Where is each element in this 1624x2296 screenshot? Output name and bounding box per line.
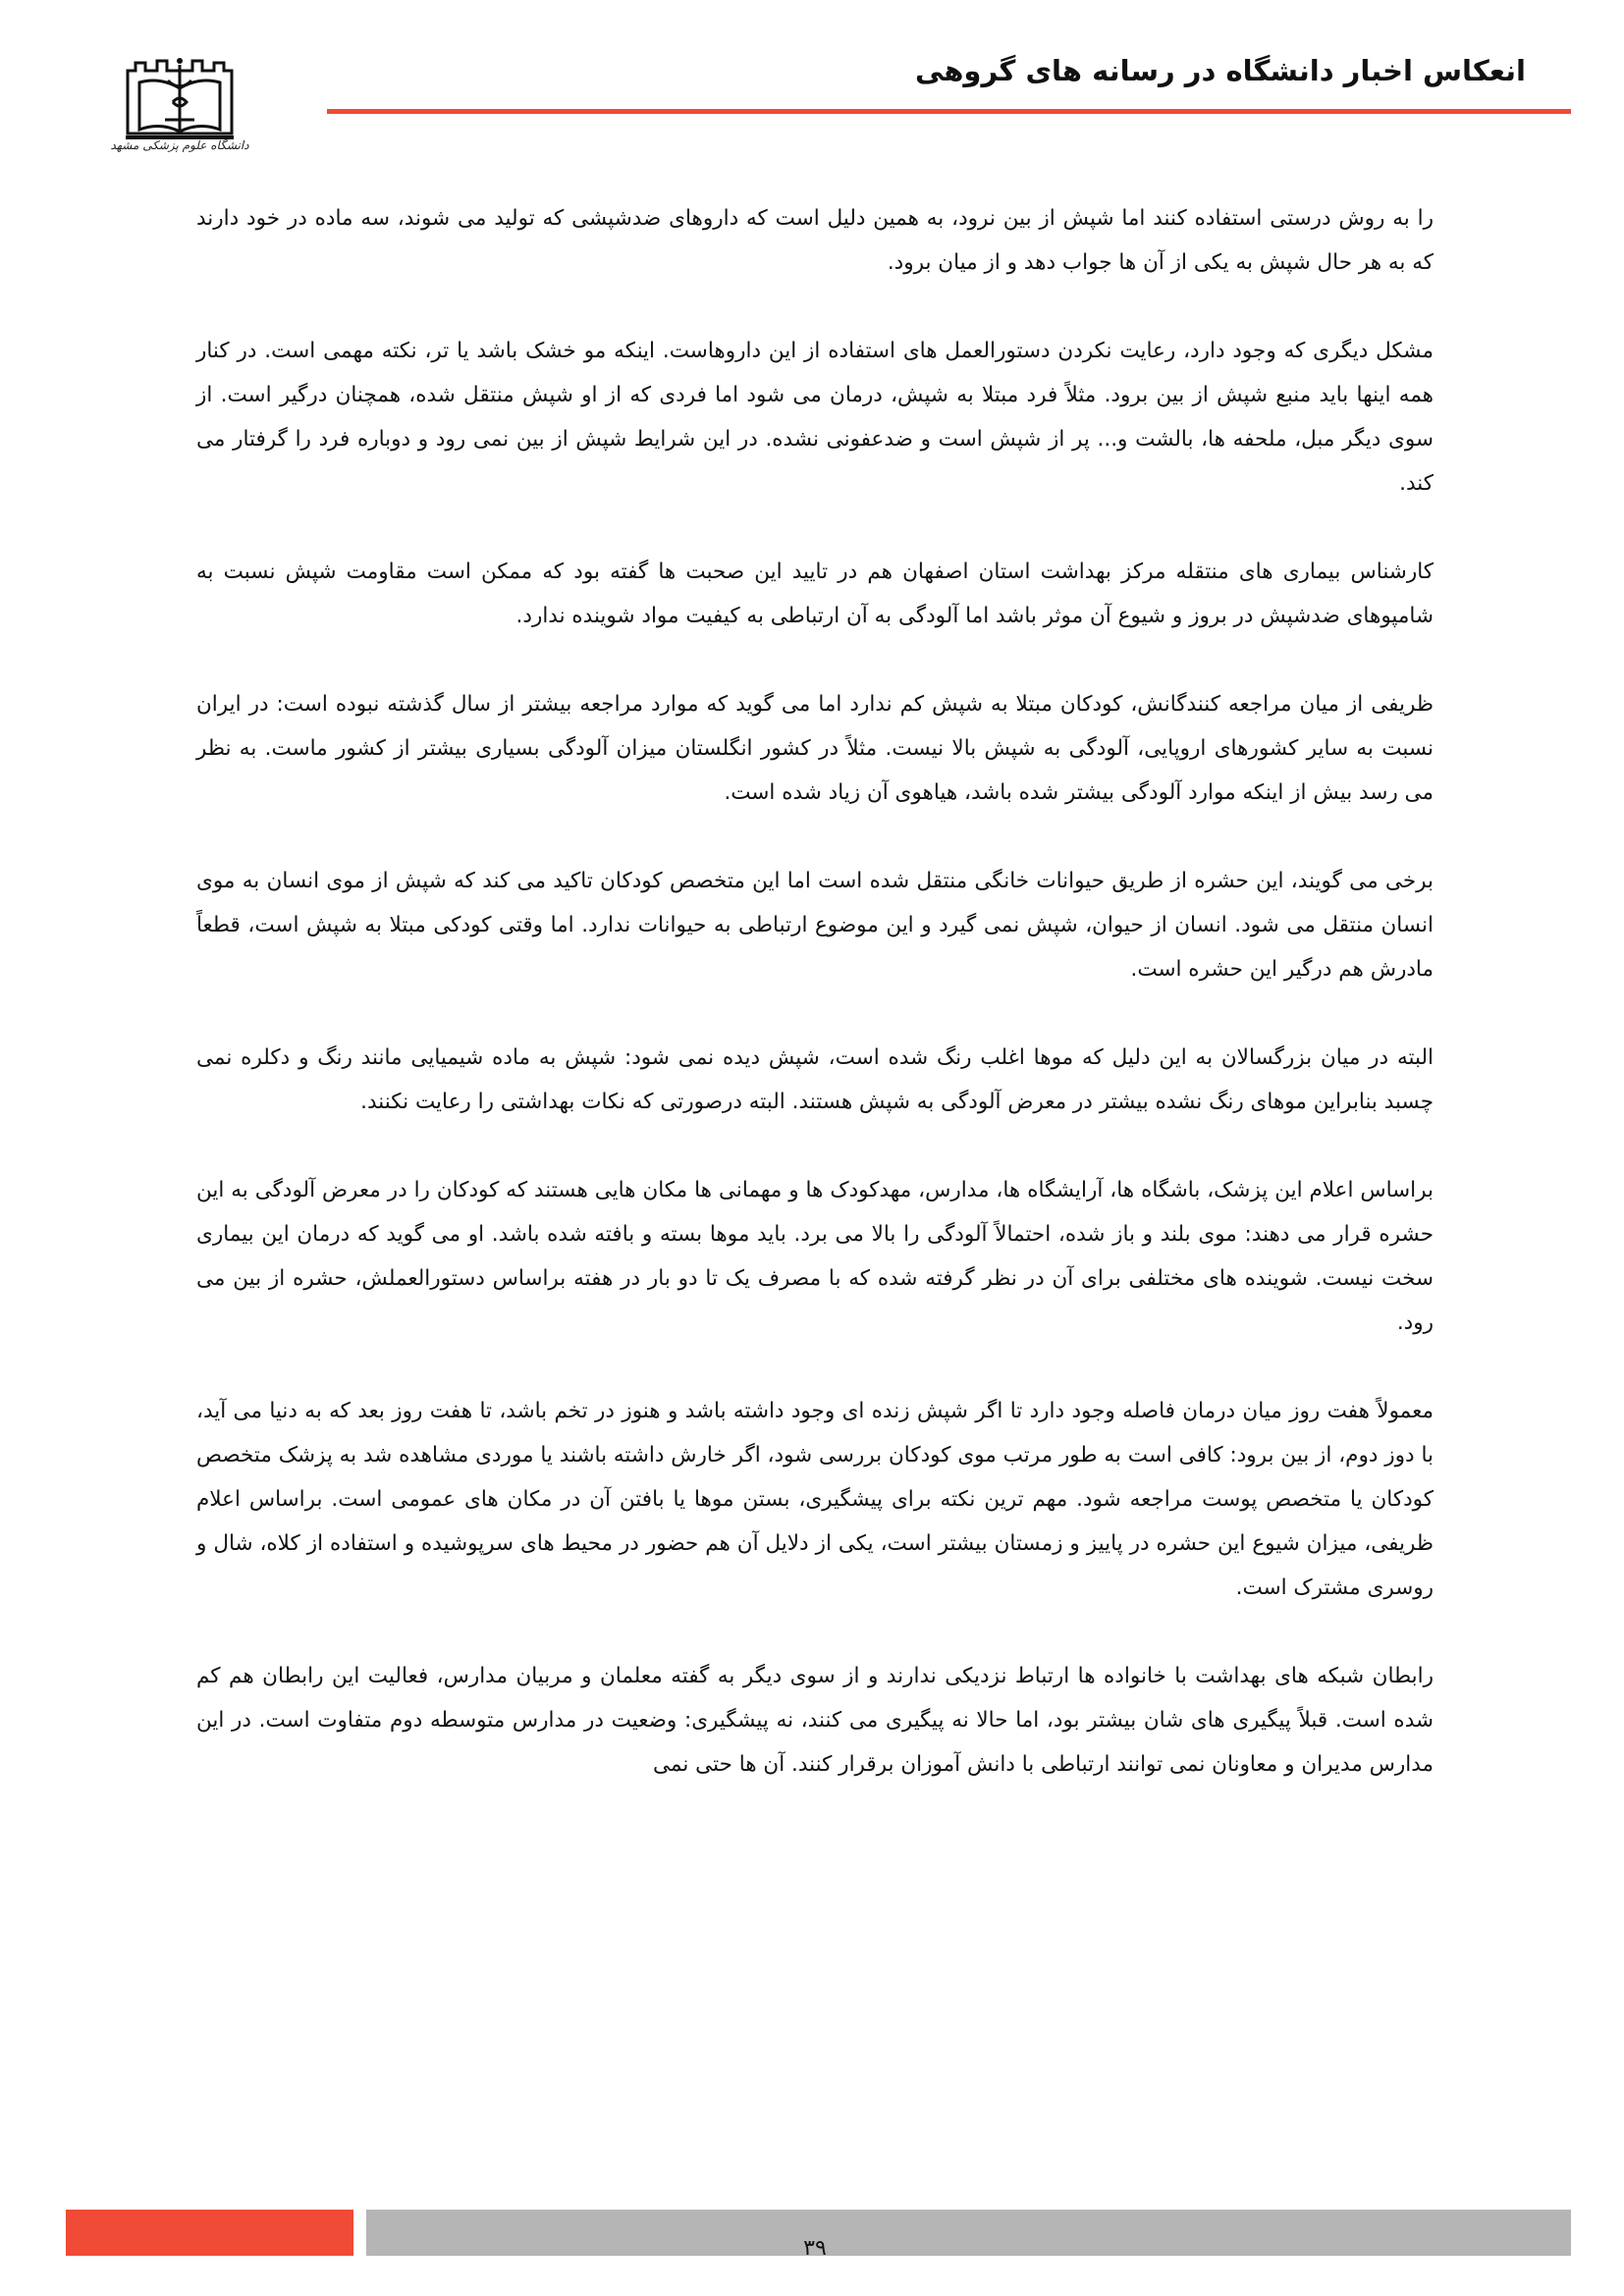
- footer-accent-bar: [66, 2210, 353, 2256]
- page-number: ۳۹: [803, 2236, 827, 2261]
- article-body: [196, 196, 1434, 1787]
- page-header-title: انعکاس اخبار دانشگاه در رسانه های گروهی: [914, 54, 1526, 87]
- paragraph: معمولاً هفت روز میان درمان فاصله وجود دارد تا اگر شپش زنده ای وجود داشته باشد و هنوز در تخم باشد، تا هفت روز بعد که به دنیا می آید، با دوز دوم، از بین برود: کافی است به طور مرتب موی کودکان بررسی شود، اگر خارش داشته باشند یا موردی مشاهده شد به پزشک متخصص کودکان یا متخصص پوست مراجعه شود. مهم ترین نکته برای پیشگیری، بستن موها یا بافتن آن در مکان های عمومی است. براساس اعلام ظریفی، میزان شیوع این حشره در پاییز و زمستان بیشتر است، یکی از دلایل آن هم حضور در محیط های سرپوشیده و استفاده از کلاه، شال و روسری مشترک است.: [196, 1399, 1434, 1600]
- footer-bar: [366, 2210, 1571, 2256]
- paragraph: مشکل دیگری که وجود دارد، رعایت نکردن دستورالعمل های استفاده از این داروهاست. اینکه مو خشک باشد یا تر، نکته مهمی است. در کنار همه اینها باید منبع شپش از بین برود. مثلاً فرد مبتلا به شپش، درمان می شود اما فردی که از او شپش منتقل شده، همچنان درگیر است. از سوی دیگر مبل، ملحفه ها، بالشت و... پر از شپش است و ضدعفونی نشده. در این شرایط شپش از بین نمی رود و دوباره فرد را گرفتار می کند.: [196, 339, 1434, 496]
- paragraph: کارشناس بیماری های منتقله مرکز بهداشت استان اصفهان هم در تایید این صحبت ها گفته بود که ممکن است مقاومت شپش نسبت به شامپوهای ضدشپش در بروز و شیوع آن موثر باشد اما آلودگی به آن ارتباطی به کیفیت مواد شوینده ندارد.: [196, 560, 1434, 628]
- paragraph: براساس اعلام این پزشک، باشگاه ها، آرایشگاه ها، مدارس، مهدکودک ها و مهمانی ها مکان هایی هستند که کودکان را در معرض آلودگی به این حشره قرار می دهند: موی بلند و باز شده، احتمالاً آلودگی را بالا می برد. باید موها بسته و بافته شده باشد. او می گوید که درمان این بیماری سخت نیست. شوینده های مختلفی برای آن در نظر گرفته شده که با مصرف یک تا دو بار در هفته براساس دستورالعملش، حشره از بین می رود.: [196, 1178, 1434, 1335]
- paragraph: برخی می گویند، این حشره از طریق حیوانات خانگی منتقل شده است اما این متخصص کودکان تاکید می کند که شپش از موی انسان به موی انسان منتقل می شود. انسان از حیوان، شپش نمی گیرد و این موضوع ارتباطی به حیوانات ندارد. اما وقتی کودکی مبتلا به شپش است، قطعاً مادرش هم درگیر این حشره است.: [196, 869, 1434, 982]
- paragraph: را به روش درستی استفاده کنند اما شپش از بین نرود، به همین دلیل است که داروهای ضدشپشی که تولید می شوند، سه ماده در خود دارند که به هر حال شپش به یکی از آن ها جواب دهد و از میان برود.: [196, 206, 1434, 275]
- paragraph: ظریفی از میان مراجعه کنندگانش، کودکان مبتلا به شپش کم ندارد اما می گوید که موارد مراجعه بیشتر از سال گذشته نبوده است: در ایران نسبت به سایر کشورهای اروپایی، آلودگی به شپش بالا نیست. مثلاً در کشور انگلستان میزان آلودگی بسیاری بیشتر از کشور ماست. به نظر می رسد بیش از اینکه موارد آلودگی بیشتر شده باشد، هیاهوی آن زیاد شده است.: [196, 692, 1434, 805]
- paragraph: البته در میان بزرگسالان به این دلیل که موها اغلب رنگ شده است، شپش دیده نمی شود: شپش به ماده شیمیایی مانند رنگ و دکلره نمی چسبد بنابراین موهای رنگ نشده بیشتر در معرض آلودگی به شپش هستند. البته درصورتی که نکات بهداشتی را رعایت نکنند.: [196, 1045, 1434, 1114]
- logo-caption: دانشگاه علوم پزشکی مشهد: [110, 138, 249, 152]
- paragraph: رابطان شبکه های بهداشت با خانواده ها ارتباط نزدیکی ندارند و از سوی دیگر به گفته معلمان و مربیان مدارس، فعالیت این رابطان هم کم شده است. قبلاً پیگیری های شان بیشتر بود، اما حالا نه پیگیری می کنند، نه پیشگیری: وضعیت در مدارس متوسطه دوم متفاوت است. در این مدارس مدیران و معاونان نمی توانند ارتباطی با دانش آموزان برقرار کنند. آن ها حتی نمی: [196, 1664, 1434, 1777]
- header-divider: [327, 109, 1571, 114]
